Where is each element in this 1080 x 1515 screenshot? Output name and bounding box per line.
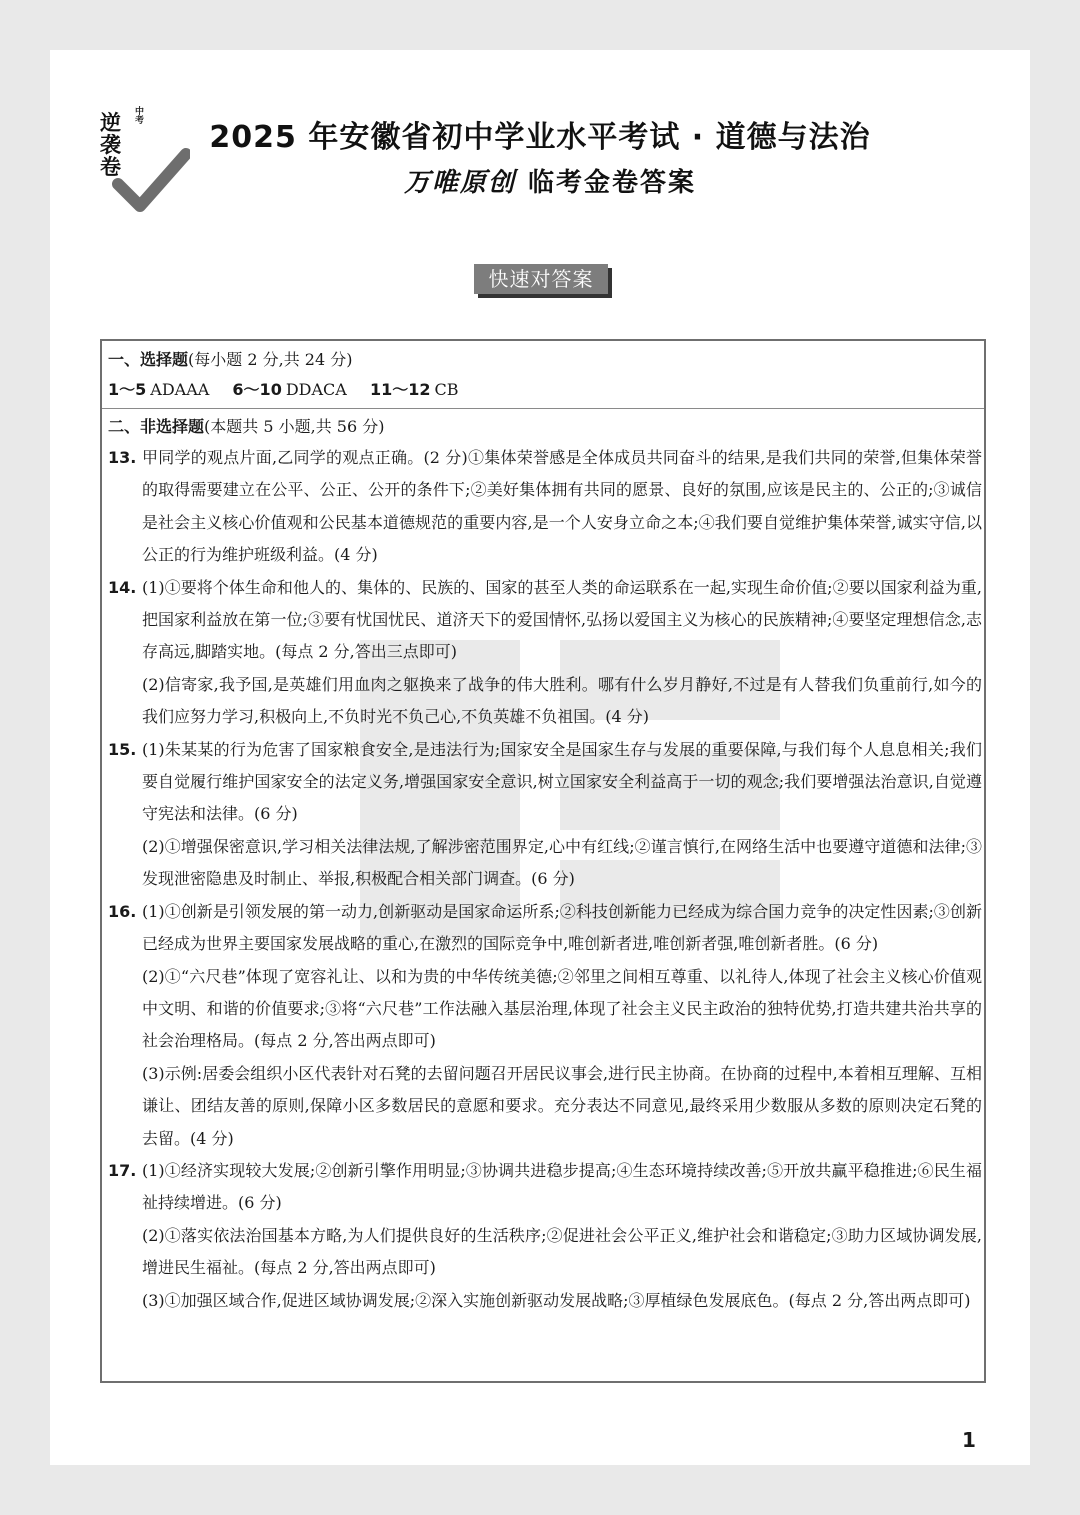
answer-page	[50, 50, 1030, 1465]
answer-paragraph: (2)信寄家,我予国,是英雄们用血肉之躯换来了战争的伟大胜利。哪有什么岁月静好,不过是有人替我们负重前行,如今的我们应努力学习,积极向上,不负时光不负己心,不负英雄不负祖国。(4 分)	[142, 674, 982, 727]
logo-main-text: 逆袭卷	[100, 111, 121, 179]
answer-paragraph: 甲同学的观点片面,乙同学的观点正确。(2 分)①集体荣誉感是全体成员共同奋斗的结果,是我们共同的荣誉,但集体荣誉的取得需要建立在公平、公正、公开的条件下;②美好集体拥有共同的愿景、良好的氛围,应该是民主的、公正的;③诚信是社会主义核心价值观和公民基本道德规范的重要内容,是一个人安身立命之本;④我们要自觉维护集体荣誉,诚实守信,以公正的行为维护班级利益。(4 分)	[142, 448, 982, 565]
answer-paragraph: (2)①增强保密意识,学习相关法律法规,了解涉密范围界定,心中有红线;②谨言慎行,在网络生活中也要遵守道德和法律;③发现泄密隐患及时制止、举报,积极配合相关部门调查。(6 分)	[142, 836, 982, 889]
answer-paragraph: (2)①落实依法治国基本方略,为人们提供良好的生活秩序;②促进社会公平正义,维护社会和谐稳定;③助力区域协调发展,增进民生福祉。(每点 2 分,答出两点即可)	[142, 1225, 982, 1278]
subtitle-text: 临考金卷答案	[528, 168, 697, 198]
page-title: 2025 年安徽省初中学业水平考试 · 道德与法治	[209, 120, 871, 155]
answer-paragraph: (2)①“六尺巷”体现了宽容礼让、以和为贵的中华传统美德;②邻里之间相互尊重、以礼待人,体现了社会主义核心价值观中文明、和谐的价值要求;③将“六尺巷”工作法融入基层治理,体现了社会主义民主政治的独特优势,打造共建共治共享的社会治理格局。(每点 2 分,答出两点即可)	[142, 966, 982, 1051]
choice-title: 一、选择题(每小题 2 分,共 24 分)	[108, 350, 353, 369]
question-14: 14. (1)①要将个体生命和他人的、集体的、民族的、国家的甚至人类的命运联系在一起,实现生命价值;②要以国家利益为重,把国家利益放在第一位;③要有忧国忧民、道济天下的爱国情怀,弘扬以爱国主义为核心的民族精神;④要坚定理想信念,志存高远,脚踏实地。(每点 2 分,答出三点即可) (2)信寄家,我予国,是英雄们用血肉之躯换来了战争的伟大胜利。哪有什么岁月静好,不过是有人替我们负重前行,如今的我们应努力学习,积极向上,不负时光不负己心,不负英雄不负祖国。(4 分)	[108, 572, 978, 734]
answer-box	[100, 339, 986, 1383]
page-number: 1	[962, 1428, 976, 1452]
badge-label: 快速对答案	[474, 264, 608, 294]
question-17: 17. (1)①经济实现较大发展;②创新引擎作用明显;③协调共进稳步提高;④生态环境持续改善;⑤开放共赢平稳推进;⑥民生福祉持续增进。(6 分) (2)①落实依法治国基本方略,为人们提供良好的生活秩序;②促进社会公平正义,维护社会和谐稳定;③助力区域协调发展,增进民生福祉。(每点 2 分,答出两点即可) (3)①加强区域合作,促进区域协调发展;②深入实施创新驱动发展战略;③厚植绿色发展底色。(每点 2 分,答出两点即可)	[108, 1155, 978, 1317]
nonchoice-title: 二、非选择题(本题共 5 小题,共 56 分)	[108, 417, 385, 436]
choice-answers: 1～5 ADAAA 6～10 DDACA 11～12 CB	[108, 380, 459, 399]
answer-paragraph: (1)①经济实现较大发展;②创新引擎作用明显;③协调共进稳步提高;④生态环境持续改善;⑤开放共赢平稳推进;⑥民生福祉持续增进。(6 分)	[142, 1160, 982, 1213]
quick-answer-badge	[474, 264, 612, 298]
question-15: 15. (1)朱某某的行为危害了国家粮食安全,是违法行为;国家安全是国家生存与发展的重要保障,与我们每个人息息相关;我们要自觉履行维护国家安全的法定义务,增强国家安全意识,树立国家安全利益高于一切的观念;我们要增强法治意识,自觉遵守宪法和法律。(6 分) (2)①增强保密意识,学习相关法律法规,了解涉密范围界定,心中有红线;②谨言慎行,在网络生活中也要遵守道德和法律;③发现泄密隐患及时制止、举报,积极配合相关部门调查。(6 分)	[108, 734, 978, 896]
nonchoice-section	[102, 409, 984, 1317]
answer-paragraph: (1)①创新是引领发展的第一动力,创新驱动是国家命运所系;②科技创新能力已经成为综合国力竞争的决定性因素;③创新已经成为世界主要国家发展战略的重心,在激烈的国际竞争中,唯创新者进,唯创新者强,唯创新者胜。(6 分)	[142, 901, 982, 954]
brand-name: 万唯原创	[403, 168, 516, 198]
answer-paragraph: (3)示例:居委会组织小区代表针对石凳的去留问题召开居民议事会,进行民主协商。在协商的过程中,本着相互理解、互相谦让、团结友善的原则,保障小区多数居民的意愿和要求。充分表达不同意见,最终采用少数服从多数的原则决定石凳的去留。(4 分)	[142, 1063, 982, 1148]
choice-section	[102, 341, 984, 409]
answer-paragraph: (1)①要将个体生命和他人的、集体的、民族的、国家的甚至人类的命运联系在一起,实现生命价值;②要以国家利益为重,把国家利益放在第一位;③要有忧国忧民、道济天下的爱国情怀,弘扬以爱国主义为核心的民族精神;④要坚定理想信念,志存高远,脚踏实地。(每点 2 分,答出三点即可)	[142, 577, 982, 662]
answer-paragraph: (3)①加强区域合作,促进区域协调发展;②深入实施创新驱动发展战略;③厚植绿色发展底色。(每点 2 分,答出两点即可)	[142, 1290, 971, 1310]
question-16: 16. (1)①创新是引领发展的第一动力,创新驱动是国家命运所系;②科技创新能力已经成为综合国力竞争的决定性因素;③创新已经成为世界主要国家发展战略的重心,在激烈的国际竞争中,唯创新者进,唯创新者强,唯创新者胜。(6 分) (2)①“六尺巷”体现了宽容礼让、以和为贵的中华传统美德;②邻里之间相互尊重、以礼待人,体现了社会主义核心价值观中文明、和谐的价值要求;③将“六尺巷”工作法融入基层治理,体现了社会主义民主政治的独特优势,打造共建共治共享的社会治理格局。(每点 2 分,答出两点即可) (3)示例:居委会组织小区代表针对石凳的去留问题召开居民议事会,进行民主协商。在协商的过程中,本着相互理解、互相谦让、团结友善的原则,保障小区多数居民的意愿和要求。充分表达不同意见,最终采用少数服从多数的原则决定石凳的去留。(4 分)	[108, 896, 978, 1155]
logo-small-text: 中考	[133, 106, 143, 124]
question-13: 13. 甲同学的观点片面,乙同学的观点正确。(2 分)①集体荣誉感是全体成员共同奋斗的结果,是我们共同的荣誉,但集体荣誉的取得需要建立在公平、公正、公开的条件下;②美好集体拥有共同的愿景、良好的氛围,应该是民主的、公正的;③诚信是社会主义核心价值观和公民基本道德规范的重要内容,是一个人安身立命之本;④我们要自觉维护集体荣誉,诚实守信,以公正的行为维护班级利益。(4 分)	[108, 442, 978, 572]
page-subtitle	[50, 162, 1050, 199]
answer-paragraph: (1)朱某某的行为危害了国家粮食安全,是违法行为;国家安全是国家生存与发展的重要保障,与我们每个人息息相关;我们要自觉履行维护国家安全的法定义务,增强国家安全意识,树立国家安全利益高于一切的观念;我们要增强法治意识,自觉遵守宪法和法律。(6 分)	[142, 739, 982, 824]
